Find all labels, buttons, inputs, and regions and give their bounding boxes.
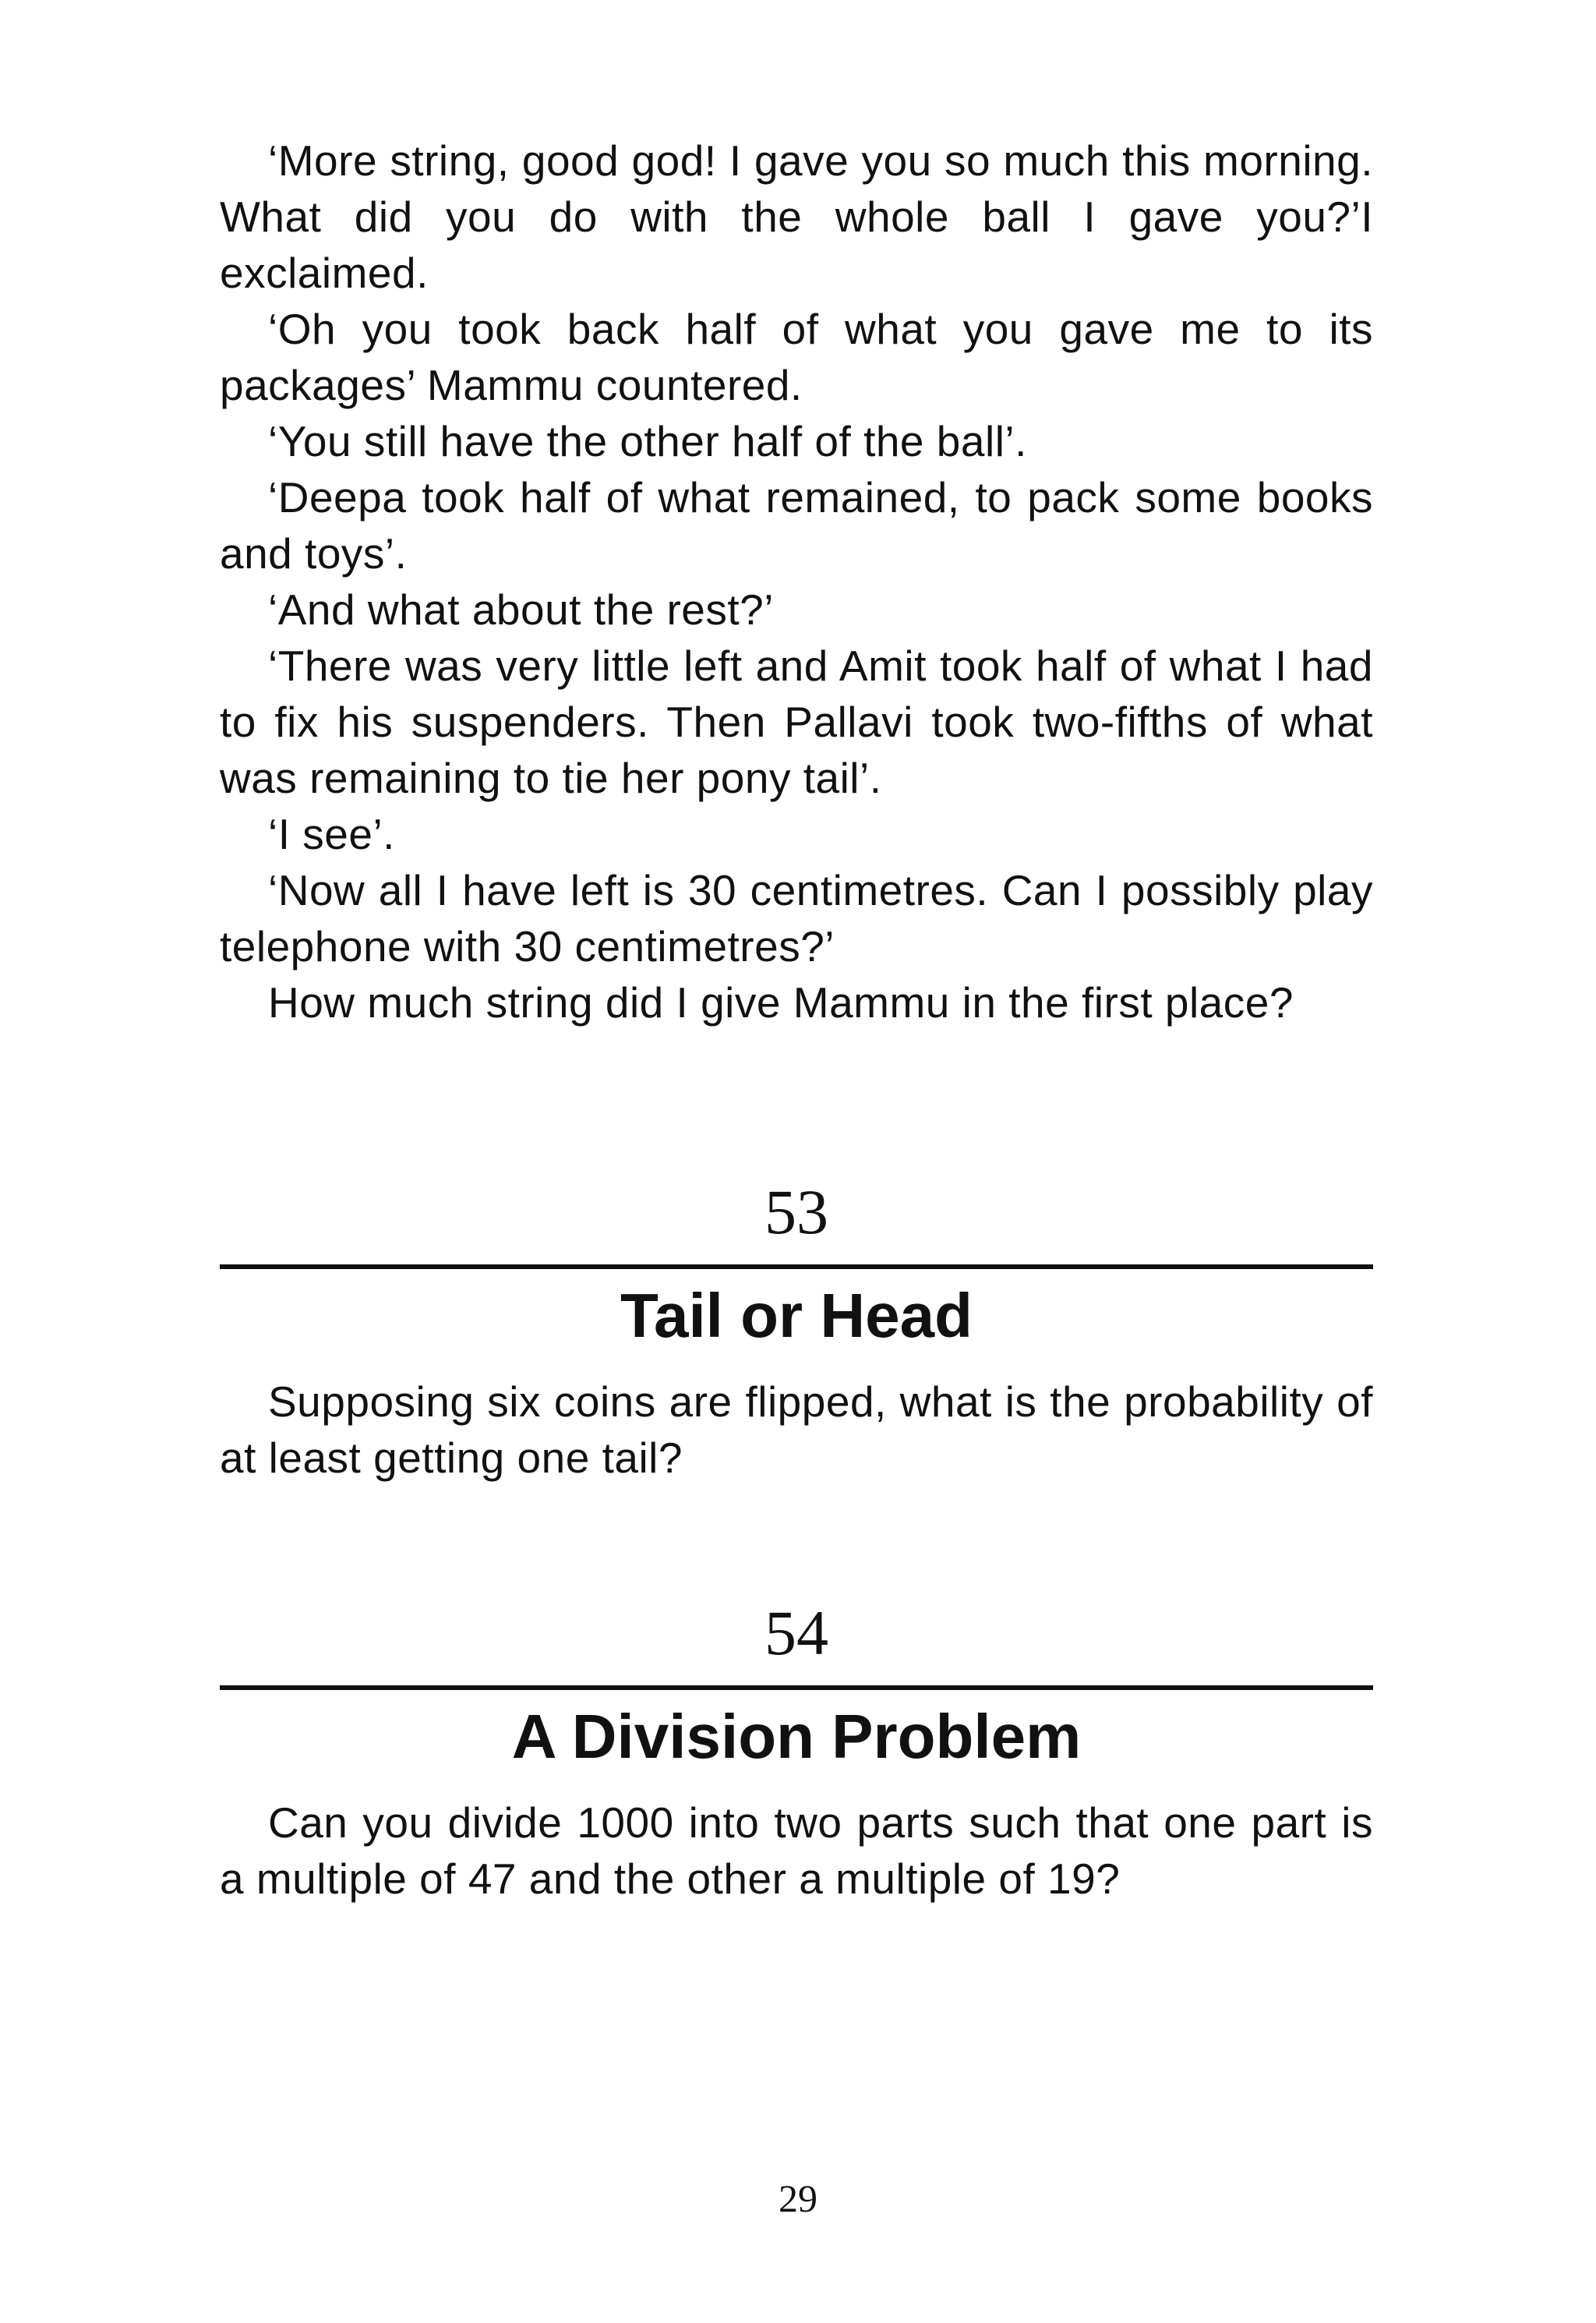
story-paragraph: ‘Deepa took half of what remained, to pack some books and toys’. [220,473,1373,578]
problem-54-section [220,1598,1373,1907]
section-divider [220,1264,1373,1269]
story-paragraph: ‘And what about the rest?’ [268,585,774,634]
story-question: How much string did I give Mammu in the first place? [268,978,1294,1027]
story-paragraph: ‘Now all I have left is 30 centimetres. Can I possibly play telephone with 30 centimetres?’ [220,866,1373,971]
problem-text: Can you divide 1000 into two parts such that one part is a multiple of 47 and the other a multiple of 19? [220,1798,1373,1903]
story-paragraph: ‘There was very little left and Amit took half of what I had to fix his suspenders. Then Pallavi took two-fifths of what was remaining to tie her pony tail’. [220,642,1373,802]
problem-title: A Division Problem [511,1702,1082,1771]
problem-number: 54 [764,1597,828,1668]
problem-number: 53 [764,1176,828,1247]
problem-text: Supposing six coins are flipped, what is the probability of at least getting one tail? [220,1377,1373,1482]
story-paragraph: ‘Oh you took back half of what you gave me to its packages’ Mammu countered. [220,305,1373,409]
page-number: 29 [779,2176,817,2220]
story-paragraph: ‘You still have the other half of the ball’. [268,417,1027,465]
story-paragraph: ‘More string, good god! I gave you so much this morning. What did you do with the whole ball I gave you?’I exclaimed. [220,136,1373,297]
page-content [220,133,1373,1903]
section-divider [220,1685,1373,1690]
story-paragraph: ‘I see’. [268,810,395,858]
problem-53-section [220,1177,1373,1486]
intro-story [220,133,1373,1031]
problem-title: Tail or Head [620,1281,973,1350]
